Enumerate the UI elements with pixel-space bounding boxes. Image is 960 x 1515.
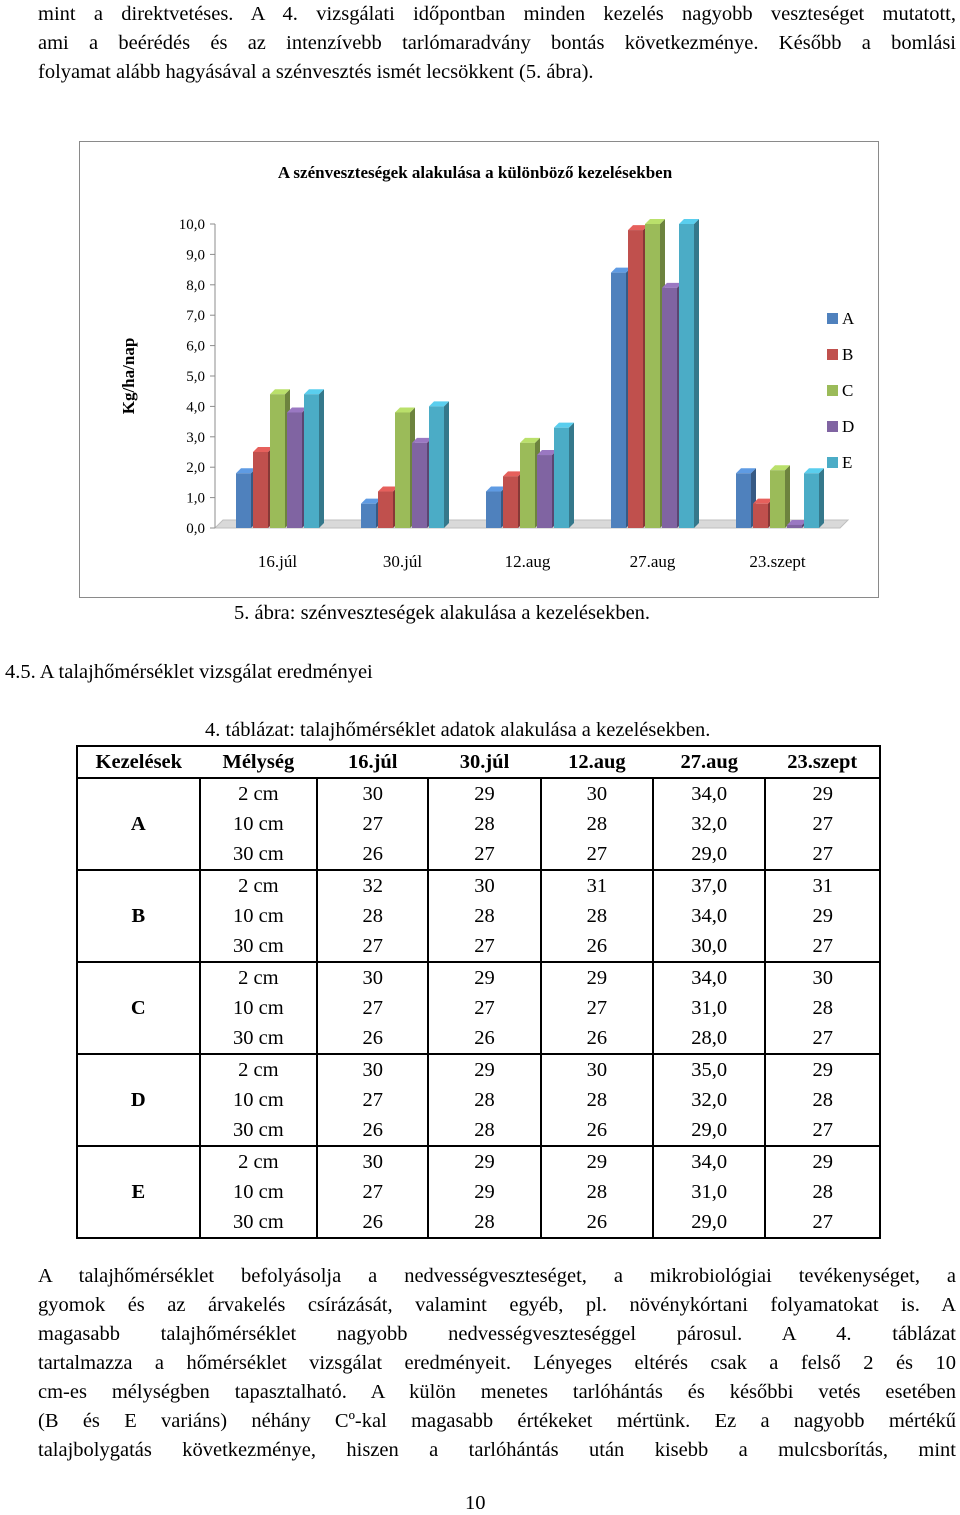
value-cell: 28	[541, 1085, 653, 1115]
value-cell: 27	[765, 1207, 880, 1238]
value-cell: 28	[541, 1177, 653, 1207]
legend-label: C	[842, 381, 854, 400]
y-tick-label: 10,0	[178, 217, 205, 233]
bar-D-0	[287, 412, 302, 528]
value-cell: 28	[428, 901, 540, 931]
depth-cell: 30 cm	[200, 839, 317, 870]
bar-chart	[80, 142, 878, 597]
bar-A-4	[736, 473, 751, 528]
depth-cell: 2 cm	[200, 870, 317, 901]
legend-swatch-C	[827, 385, 838, 396]
value-cell: 30	[428, 870, 540, 901]
value-cell: 30	[317, 962, 428, 993]
value-cell: 27	[428, 931, 540, 962]
value-cell: 27	[317, 1085, 428, 1115]
bar-B-3	[628, 230, 643, 528]
depth-cell: 2 cm	[200, 778, 317, 809]
depth-cell: 10 cm	[200, 1177, 317, 1207]
value-cell: 29	[428, 962, 540, 993]
value-cell: 27	[765, 839, 880, 870]
legend-swatch-A	[827, 313, 838, 324]
value-cell: 32,0	[653, 809, 765, 839]
bar-A-0	[236, 473, 251, 528]
value-cell: 29	[812, 783, 833, 805]
x-tick-label: 30.júl	[382, 552, 423, 571]
soil-temperature-table	[76, 745, 881, 1239]
value-cell: 32,0	[653, 1085, 765, 1115]
header-cell: 23.szept	[765, 746, 880, 778]
y-tick-label: 5,0	[186, 369, 205, 385]
body-line: gyomok és az árvakelés csírázását, valamint egyéb, pl. növénykórtani folyamatokat is. A	[38, 1294, 956, 1316]
legend-label: B	[842, 345, 854, 364]
depth-cell: 30 cm	[200, 1207, 317, 1238]
value-cell: 26	[541, 931, 653, 962]
depth-cell: 2 cm	[200, 962, 317, 993]
value-cell: 29	[428, 778, 540, 809]
depth-cell: 10 cm	[200, 1085, 317, 1115]
value-cell: 28	[541, 809, 653, 839]
value-cell: 32	[317, 870, 428, 901]
value-cell: 34,0	[653, 962, 765, 993]
value-cell: 35,0	[653, 1054, 765, 1085]
bar-E-1	[429, 406, 444, 528]
bar-D-2	[537, 455, 552, 528]
value-cell: 27	[765, 1023, 880, 1054]
value-cell: 30,0	[653, 931, 765, 962]
bar-side	[569, 423, 574, 528]
bar-D-4	[787, 525, 802, 528]
bar-D-3	[662, 288, 677, 528]
treatment-cell: B	[77, 870, 200, 962]
bar-A-2	[486, 492, 501, 528]
value-cell: 31,0	[653, 1177, 765, 1207]
value-cell: 29	[812, 905, 833, 927]
value-cell: 31	[541, 870, 653, 901]
page-number: 10	[465, 1492, 486, 1514]
intro-line: folyamat alább hagyásával a szénvesztés ismét lecsökkent (5. ábra).	[38, 61, 594, 83]
depth-cell: 30 cm	[200, 931, 317, 962]
value-cell: 31	[812, 875, 833, 897]
value-cell: 37,0	[653, 870, 765, 901]
value-cell: 28	[428, 1085, 540, 1115]
value-cell: 29	[541, 962, 653, 993]
depth-cell: 10 cm	[200, 809, 317, 839]
table-body	[77, 778, 880, 1238]
value-cell: 26	[317, 1115, 428, 1146]
value-cell: 28	[812, 997, 833, 1019]
depth-cell: 30 cm	[200, 1115, 317, 1146]
value-cell: 30	[812, 967, 833, 989]
value-cell: 26	[317, 1023, 428, 1054]
section-heading: 4.5. A talajhőmérséklet vizsgálat eredményei	[5, 661, 373, 683]
value-cell: 28	[541, 901, 653, 931]
treatment-cell: D	[77, 1054, 200, 1146]
body-line: A talajhőmérséklet befolyásolja a nedvességveszteséget, a mikrobiológiai tevékenységet, a	[38, 1265, 956, 1287]
depth-cell: 30 cm	[200, 1023, 317, 1054]
depth-cell: 2 cm	[200, 1146, 317, 1177]
bar-B-4	[753, 504, 768, 528]
header-cell: 30.júl	[428, 746, 540, 778]
value-cell: 30	[317, 1146, 428, 1177]
value-cell: 27	[428, 993, 540, 1023]
bar-side	[819, 468, 824, 528]
bar-E-0	[304, 394, 319, 528]
bar-C-1	[395, 412, 410, 528]
bar-chart-figure	[79, 141, 879, 598]
bar-side	[694, 219, 699, 528]
body-line: cm-es mélységben tapasztalható. A külön menetes tarlóhántás és későbbi vetés esetében	[38, 1381, 956, 1403]
intro-line: ami a beérédés és az intenzívebb tarlómaradvány bontás következménye. Később a bomlási	[38, 32, 956, 54]
bar-E-3	[679, 224, 694, 528]
body-paragraph	[38, 1262, 956, 1465]
value-cell: 30	[541, 1054, 653, 1085]
bar-C-2	[520, 443, 535, 528]
value-cell: 29,0	[653, 839, 765, 870]
value-cell: 27	[317, 931, 428, 962]
chart-title: A szénveszteségek alakulása a különböző kezelésekben	[277, 163, 673, 182]
y-tick-label: 8,0	[186, 277, 205, 294]
value-cell: 26	[541, 1207, 653, 1238]
value-cell: 27	[428, 839, 540, 870]
x-tick-label: 12.aug	[504, 552, 551, 571]
y-tick-label: 3,0	[186, 429, 205, 446]
bar-C-0	[270, 394, 285, 528]
value-cell: 28	[812, 1089, 833, 1111]
table-row	[77, 962, 880, 993]
bar-A-3	[611, 273, 626, 528]
bar-side	[785, 465, 790, 528]
bar-side	[444, 401, 449, 528]
value-cell: 26	[317, 1207, 428, 1238]
table-row	[77, 1054, 880, 1085]
value-cell: 28	[428, 1207, 540, 1238]
value-cell: 34,0	[653, 1146, 765, 1177]
value-cell: 27	[317, 1177, 428, 1207]
value-cell: 29	[428, 1054, 540, 1085]
bar-B-2	[503, 476, 518, 528]
table-row	[77, 870, 880, 901]
value-cell: 29	[812, 1059, 833, 1081]
value-cell: 29,0	[653, 1207, 765, 1238]
bar-B-0	[253, 452, 268, 528]
bar-D-1	[412, 443, 427, 528]
x-tick-label: 16.júl	[257, 552, 298, 571]
value-cell: 28	[812, 1181, 833, 1203]
value-cell: 29	[812, 1151, 833, 1173]
treatment-cell: A	[77, 778, 200, 870]
value-cell: 26	[317, 839, 428, 870]
value-cell: 34,0	[653, 901, 765, 931]
bar-C-3	[645, 224, 660, 528]
value-cell: 30	[541, 778, 653, 809]
value-cell: 27	[541, 993, 653, 1023]
bar-side	[319, 389, 324, 528]
value-cell: 27	[812, 813, 833, 835]
legend-swatch-D	[827, 421, 838, 432]
legend-swatch-B	[827, 349, 838, 360]
depth-cell: 10 cm	[200, 901, 317, 931]
value-cell: 27	[765, 1115, 880, 1146]
value-cell: 29	[541, 1146, 653, 1177]
bar-C-4	[770, 470, 785, 528]
x-tick-label: 23.szept	[749, 552, 806, 571]
value-cell: 26	[428, 1023, 540, 1054]
y-tick-label: 2,0	[186, 460, 205, 477]
body-line: (B és E variáns) néhány Cº-kal magasabb értékeket mértünk. Ez a nagyobb mértékű	[38, 1410, 956, 1432]
value-cell: 27	[765, 931, 880, 962]
legend-label: E	[842, 453, 853, 472]
figure-caption: 5. ábra: szénveszteségek alakulása a kezelésekben.	[234, 602, 651, 624]
x-tick-label: 27.aug	[629, 552, 676, 571]
value-cell: 28	[317, 901, 428, 931]
header-cell: 12.aug	[541, 746, 653, 778]
value-cell: 31,0	[653, 993, 765, 1023]
y-tick-label: 7,0	[186, 308, 205, 325]
body-line: tartalmazza a hőmérséklet vizsgálat eredményeit. Lényeges eltérés csak a felső 2 és 10	[38, 1352, 956, 1374]
value-cell: 26	[541, 1115, 653, 1146]
body-line: magasabb talajhőmérséklet nagyobb nedvességveszteséggel párosul. A 4. táblázat	[38, 1323, 956, 1345]
value-cell: 29	[428, 1146, 540, 1177]
header-cell: 16.júl	[317, 746, 428, 778]
y-axis-label: Kg/ha/nap	[119, 337, 138, 415]
header-cell: Mélység	[200, 746, 317, 778]
value-cell: 34,0	[653, 778, 765, 809]
table-row	[77, 1146, 880, 1177]
value-cell: 26	[541, 1023, 653, 1054]
intro-line: mint a direktvetéses. A 4. vizsgálati időpontban minden kezelés nagyobb veszteséget mutatott,	[38, 3, 956, 25]
y-tick-label: 1,0	[186, 490, 205, 507]
value-cell: 30	[317, 778, 428, 809]
y-tick-label: 9,0	[186, 247, 205, 264]
value-cell: 27	[317, 809, 428, 839]
y-tick-label: 0,0	[186, 521, 205, 537]
value-cell: 28	[428, 809, 540, 839]
value-cell: 28,0	[653, 1023, 765, 1054]
value-cell: 27	[317, 993, 428, 1023]
legend-label: D	[842, 417, 855, 436]
value-cell: 30	[317, 1054, 428, 1085]
value-cell: 27	[541, 839, 653, 870]
depth-cell: 10 cm	[200, 993, 317, 1023]
value-cell: 28	[428, 1115, 540, 1146]
legend-label: A	[842, 309, 855, 328]
depth-cell: 2 cm	[200, 1054, 317, 1085]
table-row	[77, 778, 880, 809]
bar-B-1	[378, 492, 393, 528]
bar-E-2	[554, 428, 569, 528]
treatment-cell: E	[77, 1146, 200, 1238]
bar-E-4	[804, 473, 819, 528]
intro-paragraph	[38, 0, 956, 87]
y-tick-label: 4,0	[186, 399, 205, 416]
header-cell: 27.aug	[653, 746, 765, 778]
table-header-row	[77, 746, 880, 778]
table-caption: 4. táblázat: talajhőmérséklet adatok alakulása a kezelésekben.	[205, 719, 711, 741]
treatment-cell: C	[77, 962, 200, 1054]
value-cell: 29,0	[653, 1115, 765, 1146]
y-tick-label: 6,0	[186, 338, 205, 355]
body-line: talajbolygatás következménye, hiszen a tarlóhántás után kisebb a mulcsborítás, mint	[38, 1439, 956, 1461]
bar-A-1	[361, 504, 376, 528]
value-cell: 29	[428, 1177, 540, 1207]
legend-swatch-E	[827, 457, 838, 468]
header-cell: Kezelések	[77, 746, 200, 778]
